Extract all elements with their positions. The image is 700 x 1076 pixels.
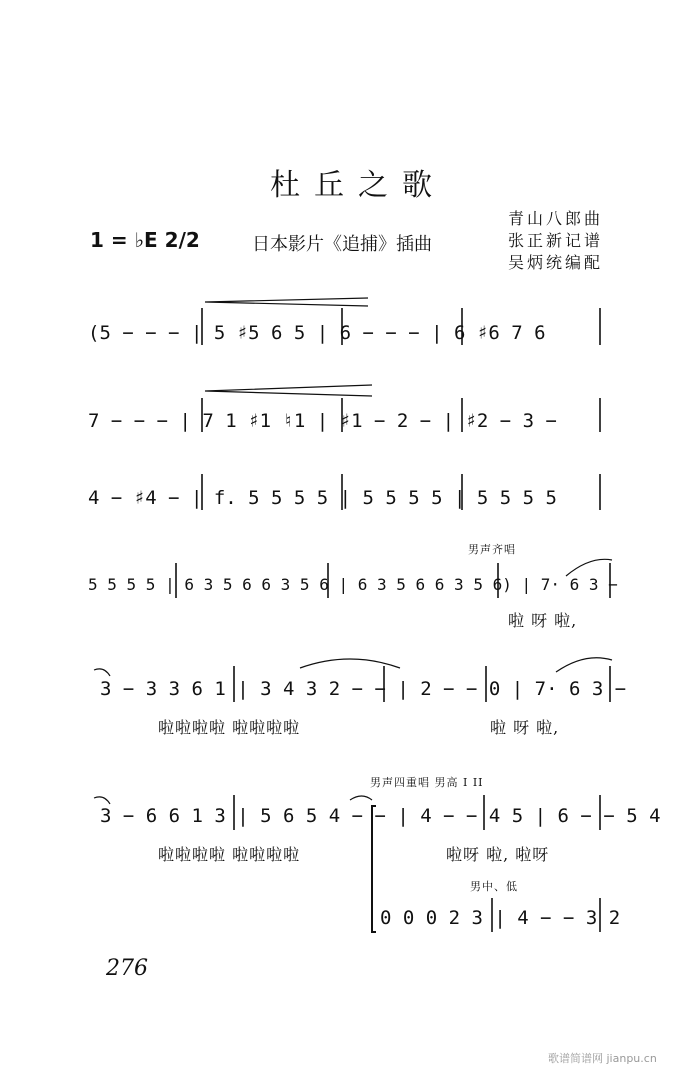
lyric-row-6a: 啦啦啦啦 啦啦啦啦	[158, 845, 301, 864]
section-label-male-quartet: 男声四重唱 男高 I II	[370, 776, 484, 789]
score-row-5: 3 − 3 3 6 1 | 3 4 3 2 − − | 2 − − 0 | 7· 6 3 −	[100, 678, 627, 700]
section-label-baritone-bass: 男中、低	[470, 880, 518, 893]
crescendo-marks	[205, 298, 372, 396]
lyric-row-6b: 啦呀 啦, 啦呀	[446, 845, 550, 864]
song-subtitle: 日本影片《追捕》插曲	[252, 234, 432, 255]
lyric-row-5a: 啦啦啦啦 啦啦啦啦	[158, 718, 301, 737]
credit-arranger: 吴炳统编配	[508, 253, 604, 272]
score-row-7: 0 0 0 2 3 | 4 − − 3 2	[380, 907, 621, 929]
section-label-male-unison: 男声齐唱	[468, 543, 516, 556]
score-row-4: 5 5 5 5 | 6 3 5 6 6 3 5 6 | 6 3 5 6 6 3 5 6) | 7· 6 3 −	[88, 575, 618, 594]
credit-transcriber: 张正新记谱	[508, 231, 604, 250]
lyric-row-5b: 啦 呀 啦,	[490, 718, 560, 737]
score-row-6: 3 − 6 6 1 3 | 5 6 5 4 − − | 4 − − 4 5 | 6 − − 5 4	[100, 805, 661, 827]
lyric-row-4: 啦 呀 啦,	[508, 611, 578, 630]
credits	[508, 208, 603, 274]
score-row-3: 4 − ♯4 − | f. 5 5 5 5 | 5 5 5 5 | 5 5 5 5	[88, 487, 557, 509]
page-number: 276	[106, 956, 148, 981]
watermark: 歌谱简谱网 jianpu.cn	[548, 1052, 657, 1065]
score-row-1: (5 − − − | 5 ♯5 6 5 | 6 − − − | 6 ♯6 7 6	[88, 322, 546, 344]
credit-composer: 青山八郎曲	[508, 209, 604, 228]
key-signature: 1 = ♭E 2/2	[90, 228, 200, 252]
page-title: 杜丘之歌	[270, 168, 446, 203]
score-row-2: 7 − − − | 7 1 ♯1 ♮1 | ♯1 − 2 − | ♯2 − 3 −	[88, 410, 557, 432]
